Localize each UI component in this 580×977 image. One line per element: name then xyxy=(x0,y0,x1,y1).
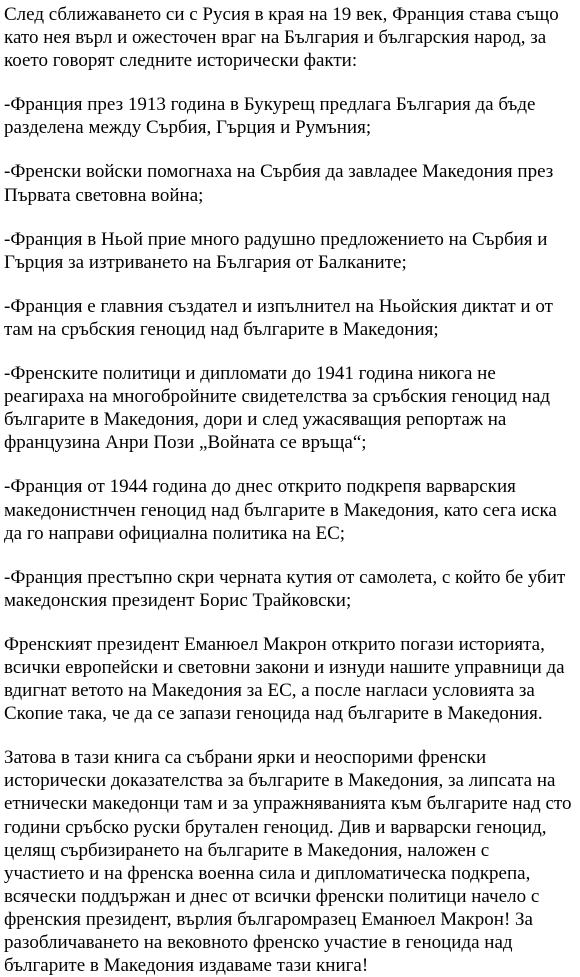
paragraph-fact-ww1 xyxy=(4,160,580,206)
text-line: -Френските политици и дипломати до 1941 година никога не xyxy=(4,363,496,385)
text-line: -Франция е главния създател и изпълнител на Ньойския диктат и от xyxy=(4,295,553,317)
text-line: реагираха на многобройните свидетелства за сръбския геноцид над xyxy=(4,386,551,408)
paragraph-intro xyxy=(4,3,580,72)
text-line: да го направи официална политика на ЕС; xyxy=(4,522,346,544)
text-line: -Френски войски помогнаха на Сърбия да завладее Македония през xyxy=(4,161,554,183)
text-line: Френският президент Еманюел Макрон открито погази историята, xyxy=(4,633,545,655)
text-line: етнически македонци там и за упражняванията към българите над сто xyxy=(4,793,572,815)
paragraph-fact-diktat xyxy=(4,295,580,341)
text-line: там на сръбския геноцид над българите в Македония; xyxy=(4,318,439,340)
text-line: всички европейски и световни закони и изнуди нашите управници да xyxy=(4,656,565,678)
text-line: разделена между Сърбия, Гърция и Румъния; xyxy=(4,117,372,139)
paragraph-fact-black-box xyxy=(4,566,580,612)
paragraph-fact-1913 xyxy=(4,93,580,139)
text-line: Скопие така, че да се запази геноцида над българите в Македония. xyxy=(4,703,543,725)
paragraph-fact-neuilly xyxy=(4,228,580,274)
text-line: -Франция от 1944 година до днес открито подкрепя варварския xyxy=(4,476,516,498)
text-line: македонистнчен геноцид над българите в Македония, като сега иска xyxy=(4,499,557,521)
text-line: Гърция за изтриването на България от Балканите; xyxy=(4,251,407,273)
text-line: всячески поддържан и днес от всички френски политици начело с xyxy=(4,885,540,907)
text-line: македонския президент Борис Трайковски; xyxy=(4,589,352,611)
paragraph-macron xyxy=(4,633,580,725)
text-line: -Франция престъпно скри черната кутия от самолета, с който бе убит xyxy=(4,566,566,588)
text-line: участието и на френска военна сила и дипломатическа подкрепа, xyxy=(4,862,531,884)
text-line: Първата световна война; xyxy=(4,184,204,206)
text-line: Затова в тази книга са събрани ярки и неоспорими френски xyxy=(4,747,487,769)
text-line: целящ сърбизирането на българите в Македония, наложен с xyxy=(4,839,490,861)
text-line: вдигнат ветото на Македония за ЕС, а после нагласи условията за xyxy=(4,680,535,702)
paragraph-conclusion xyxy=(4,746,580,977)
text-line: френския президент, върлия българомразец Еманюел Макрон! За xyxy=(4,908,533,930)
text-line: българите в Македония издаваме тази книга! xyxy=(4,955,369,977)
text-line: като нея върл и ожесточен враг на България и българския народ, за xyxy=(4,27,547,49)
text-line: След сближаването си с Русия в края на 19 век, Франция става също xyxy=(4,4,559,25)
text-line: -Франция в Ньой прие много радушно предложението на Сърбия и xyxy=(4,228,548,250)
text-line: разобличаването на вековното френско участие в геноцида над xyxy=(4,932,513,953)
text-line: -Франция през 1913 година в Букурещ предлага България да бъде xyxy=(4,94,536,116)
text-line: българите в Македония, дори и след ужасяващия репортаж на xyxy=(4,409,507,431)
paragraph-fact-1944 xyxy=(4,475,580,544)
paragraph-fact-1941 xyxy=(4,362,580,454)
text-line: което говорят следните исторически факти: xyxy=(4,50,358,72)
text-line: години сръбско руски брутален геноцид. Див и варварски геноцид, xyxy=(4,816,547,838)
text-line: французина Анри Пози „Войната се връща“; xyxy=(4,432,367,454)
text-line: исторически доказателства за българите в Македония, за липсата на xyxy=(4,770,556,792)
